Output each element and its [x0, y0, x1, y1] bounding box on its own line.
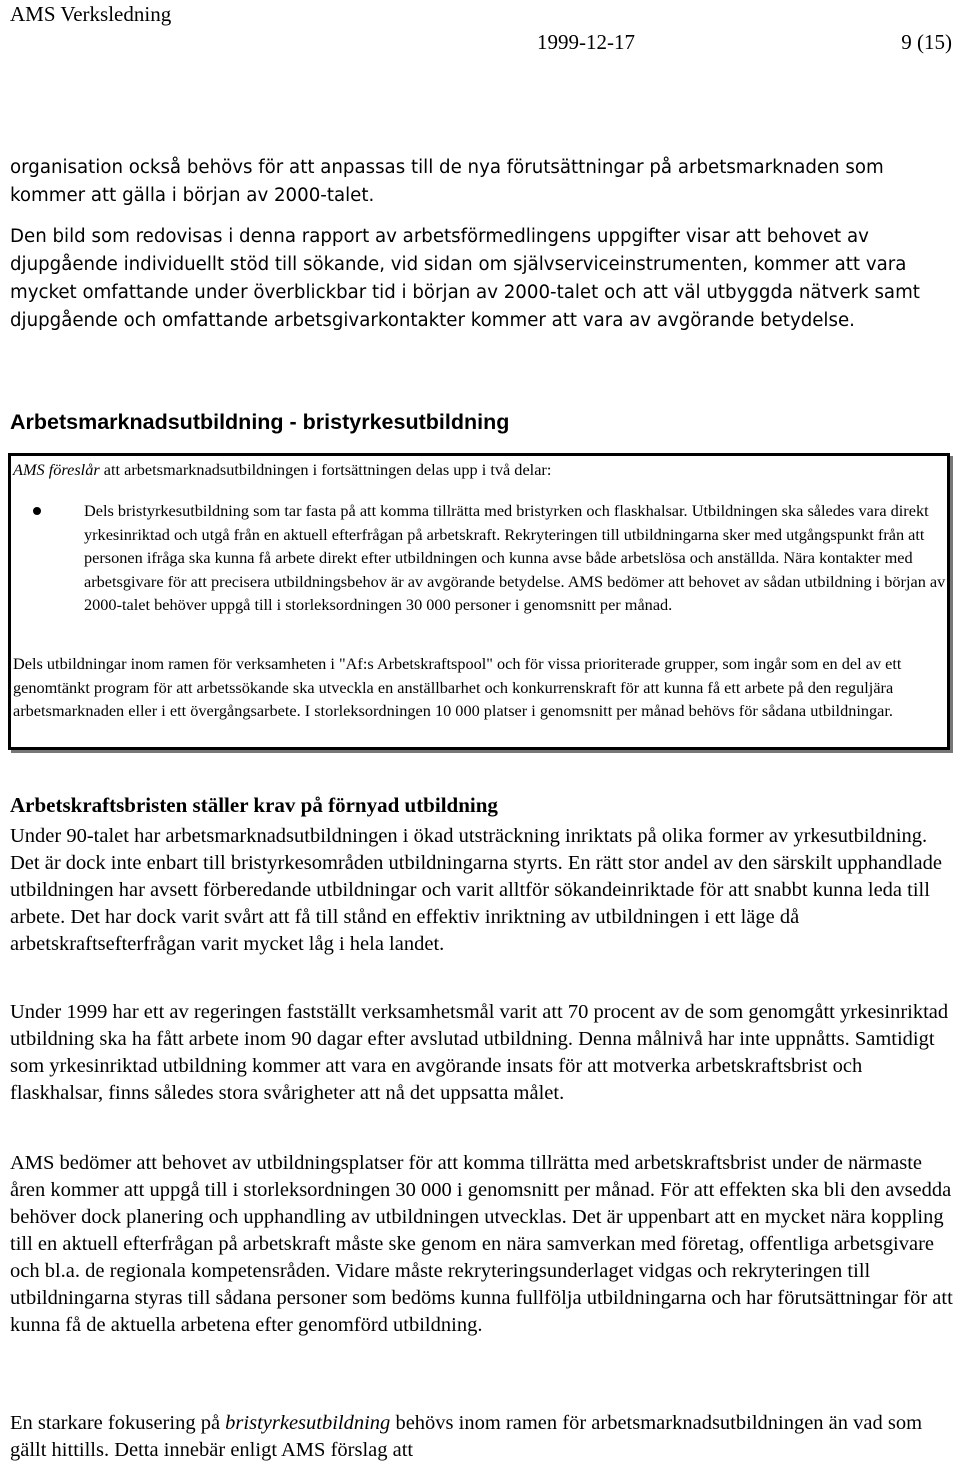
- header-date: 1999-12-17: [537, 30, 635, 54]
- box-intro-italic: AMS föreslår: [13, 460, 100, 479]
- section-heading-arbetskraftsbristen: Arbetskraftsbristen ställer krav på förnyad utbildning: [10, 793, 498, 817]
- box-bullet-text: Dels bristyrkesutbildning som tar fasta på att komma tillrätta med bristyrken och flaskhalsar. Utbildningen ska således vara direkt yrkesinriktad och utgå från en aktuell efterfrågan på arbetskraft. Rekryteringen till utbildningarna sker med utgångspunkt från att personen ifråga ska kunna få arbete direkt efter utbildningen och kunna avse både arbetslösa och anställda. Nära kontakter med arbetsgivare för att precisera utbildningsbehov är av avgörande betydelse. AMS bedömer att behovet av sådan utbildning i början av 2000-talet behöver uppgå till i storleksordningen 30 000 personer i genomsnitt per månad.: [84, 501, 946, 614]
- section2-paragraph-2: Under 1999 har ett av regeringen fastställt verksamhetsmål varit att 70 procent av de som genomgått yrkesinriktad utbildning ska ha fått arbete inom 90 dagar efter avslutad utbildning. Denna målnivå har inte uppnåtts. Samtidigt som yrkesinriktad utbildning kommer att vara en avgörande insats för att motverka arbetskraftsbrist och flaskhalsar, finns således stora svårigheter att nå det uppsatta målet.: [10, 1001, 949, 1104]
- box-intro-rest: att arbetsmarknadsutbildningen i fortsättningen delas upp i två delar:: [99, 460, 552, 479]
- p4-italic: bristyrkesutbildning: [225, 1412, 391, 1434]
- paragraph-intro-1: organisation också behövs för att anpassas till de nya förutsättningar på arbetsmarknaden som kommer att gälla i början av 2000-talet.: [10, 157, 884, 206]
- header-title: AMS Verksledning: [10, 2, 172, 26]
- bullet-icon: [33, 507, 41, 515]
- section2-paragraph-3: AMS bedömer att behovet av utbildningsplatser för att komma tillrätta med arbetskraftsbrist under de närmaste åren kommer att uppgå till i storleksordningen 30 000 i genomsnitt per månad. För att effekten ska bli den avsedda behöver dock planering och upphandling av utbildningen utvecklas. Det är uppenbart att en mycket nära koppling till en aktuell efterfrågan på arbetskraft måste ske genom en nära samverkan med företag, offentliga arbetsgivare och bl.a. de regionala kompetensråden. Vidare måste rekryteringsunderlaget vidgas och rekryteringen till utbildningarna styras till sådana personer som bedöms kunna fullfölja utbildningarna och har förutsättningar för att kunna få de aktuella arbetena efter genomförd utbildning.: [10, 1152, 953, 1336]
- p4-after: behövs inom ramen för arbetsmarknadsutbildningen än vad som gällt hittills. Detta innebär enligt AMS förslag att: [10, 1412, 923, 1461]
- section2-paragraph-4: [10, 1410, 955, 1464]
- p4-before: En starkare fokusering på: [10, 1412, 226, 1434]
- header-page-number: 9 (15): [901, 30, 952, 54]
- section2-paragraph-1: Under 90-talet har arbetsmarknadsutbildningen i ökad utsträckning inriktats på olika former av yrkesutbildning. Det är dock inte enbart till bristyrkesområden utbildningarna styrts. En rätt stor andel av den särskilt upphandlade utbildningen har avsett förberedande utbildningar och varit alltför sökandeinriktade för att snabbt kunna leda till arbete. Det har dock varit svårt att få till stånd en effektiv inriktning av utbildningen i ett läge då arbetskraftsefterfrågan varit mycket låg i hela landet.: [10, 825, 942, 955]
- box-paragraph: Dels utbildningar inom ramen för verksamheten i "Af:s Arbetskraftspool" och för vissa prioriterade grupper, som ingår som en del av ett genomtänkt program för att arbetssökande ska utveckla en anställbarhet och konkurrenskraft för att kunna få ett arbete på den reguljära arbetsmarknaden eller i ett övergångsarbete. I storleksordningen 10 000 platser i genomsnitt per månad behövs för sådana utbildningar.: [13, 654, 902, 720]
- paragraph-intro-2: Den bild som redovisas i denna rapport av arbetsförmedlingens uppgifter visar att behovet av djupgående individuellt stöd till sökande, vid sidan om självserviceinstrumenten, kommer att vara mycket omfattande under överblickbar tid i början av 2000-talet och att väl utbyggda nätverk samt djupgående och omfattande arbetsgivarkontakter kommer att vara av avgörande betydelse.: [10, 226, 920, 331]
- box-intro: [13, 458, 551, 482]
- proposal-box: [8, 453, 950, 750]
- section-heading-arbetsmarknadsutbildning: Arbetsmarknadsutbildning - bristyrkesutbildning: [10, 410, 510, 434]
